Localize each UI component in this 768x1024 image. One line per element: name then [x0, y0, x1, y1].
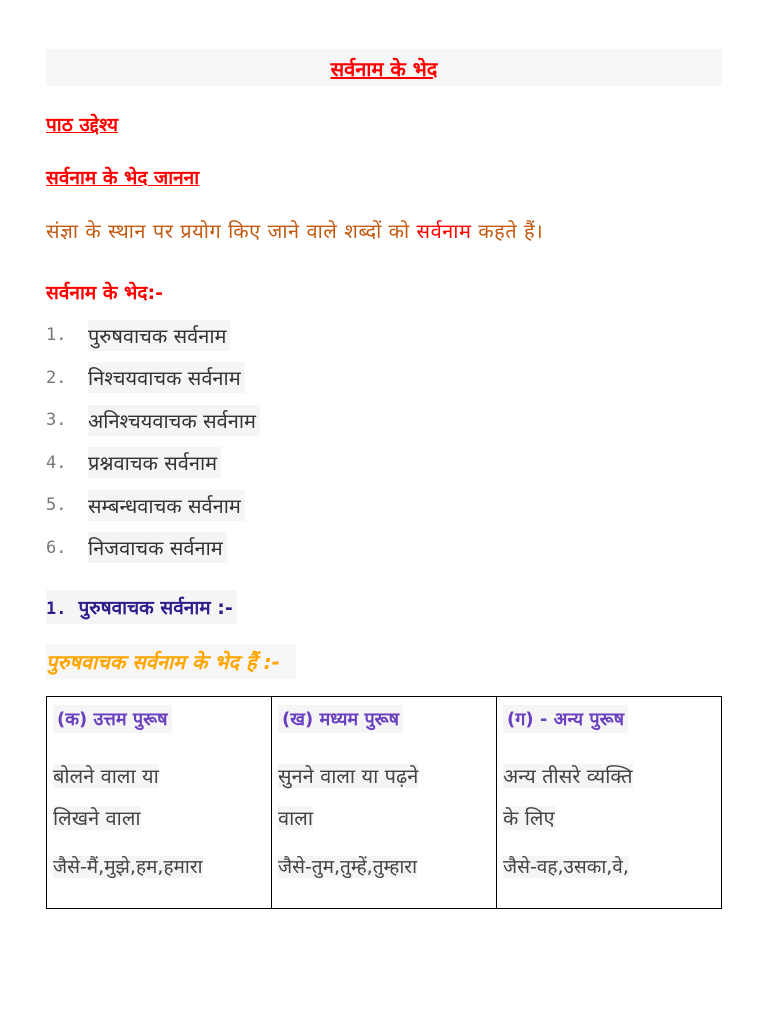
description-line: बोलने वाला या: [53, 764, 159, 788]
section1-heading: [46, 590, 237, 624]
description-line: के लिए: [503, 806, 555, 830]
intro-highlight: सर्वनाम: [416, 219, 472, 243]
goal-heading: सर्वनाम के भेद जानना: [46, 167, 200, 189]
list-label: पुरुषवाचक सर्वनाम: [88, 320, 230, 351]
subheading: पुरुषवाचक सर्वनाम के भेद हैं :-: [46, 644, 296, 679]
list-number: 1.: [46, 325, 67, 346]
types-heading: सर्वनाम के भेद:-: [46, 282, 163, 304]
list-number: 2.: [46, 367, 67, 388]
example-text: जैसे-वह,उसका,वे,: [503, 856, 629, 878]
table-cell: [47, 697, 272, 909]
column-description: [503, 755, 715, 839]
description-line: वाला: [278, 806, 314, 830]
section1-number: 1.: [46, 599, 67, 619]
list-item: [46, 442, 260, 485]
types-list: [46, 314, 260, 569]
list-label: सम्बन्धवाचक सर्वनाम: [88, 490, 245, 521]
intro-text-after: कहते हैं।: [471, 219, 544, 243]
intro-text-before: संज्ञा के स्थान पर प्रयोग किए जाने वाले शब्दों को: [46, 219, 417, 243]
example-text: जैसे-मैं,मुझे,हम,हमारा: [53, 856, 203, 878]
list-item: [46, 527, 260, 570]
example-text: जैसे-तुम,तुम्हें,तुम्हारा: [278, 856, 417, 878]
list-label: निजवाचक सर्वनाम: [88, 532, 227, 563]
table-cell: [497, 697, 722, 909]
page-title: सर्वनाम के भेद: [330, 57, 438, 81]
column-heading: (ग) - अन्य पुरूष: [503, 705, 628, 733]
description-line: लिखने वाला: [53, 806, 141, 830]
objective-heading: पाठ उद्देश्य: [46, 114, 119, 136]
table-row: [47, 697, 722, 909]
list-item: [46, 399, 260, 442]
list-item: [46, 484, 260, 527]
description-line: अन्य तीसरे व्यक्ति: [503, 764, 633, 788]
list-item: [46, 357, 260, 400]
list-number: 3.: [46, 410, 67, 431]
column-heading: (क) उत्तम पुरूष: [53, 705, 172, 733]
purush-table: [46, 696, 722, 909]
section1-label: पुरुषवाचक सर्वनाम :-: [78, 597, 233, 619]
description-line: सुनने वाला या पढ़ने: [278, 764, 419, 788]
list-number: 4.: [46, 452, 67, 473]
list-item: [46, 314, 260, 357]
list-number: 6.: [46, 537, 67, 558]
table-cell: [272, 697, 497, 909]
list-number: 5.: [46, 495, 67, 516]
list-label: प्रश्नवाचक सर्वनाम: [88, 447, 221, 478]
list-label: निश्चयवाचक सर्वनाम: [88, 362, 245, 393]
intro-paragraph: [46, 217, 543, 244]
column-example: [278, 853, 490, 879]
column-description: [278, 755, 490, 839]
title-bar: [46, 49, 722, 86]
list-label: अनिश्चयवाचक सर्वनाम: [88, 405, 260, 436]
column-heading: (ख) मध्यम पुरूष: [278, 705, 403, 733]
column-example: [503, 853, 715, 879]
column-example: [53, 853, 265, 879]
column-description: [53, 755, 265, 839]
